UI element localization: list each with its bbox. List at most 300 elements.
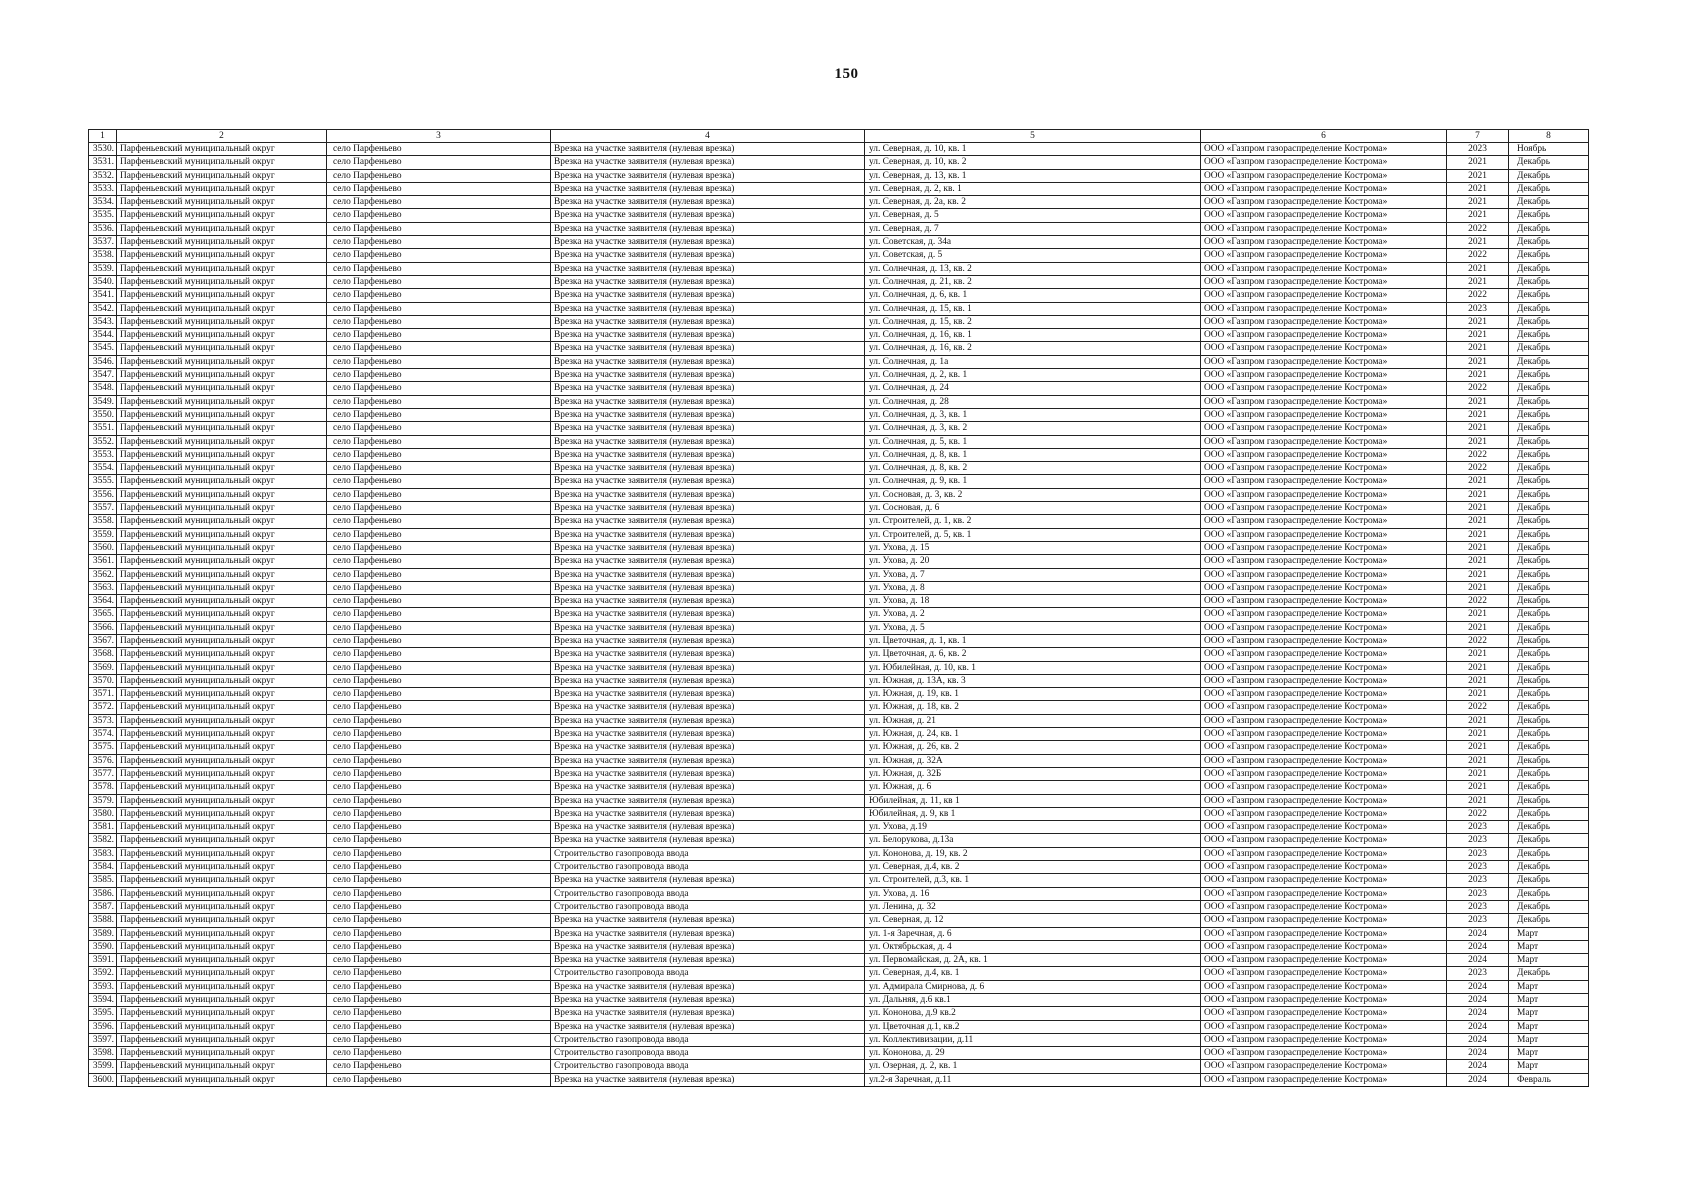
district-cell: Парфеньевский муниципальный округ bbox=[117, 1007, 327, 1020]
table-row bbox=[89, 967, 1589, 980]
row-number: 3551. bbox=[89, 422, 117, 435]
district-cell: Парфеньевский муниципальный округ bbox=[117, 967, 327, 980]
district-cell: Парфеньевский муниципальный округ bbox=[117, 515, 327, 528]
row-number: 3570. bbox=[89, 674, 117, 687]
year-cell: 2021 bbox=[1447, 236, 1509, 249]
settlement-cell: село Парфеньево bbox=[327, 927, 551, 940]
work-type-cell: Врезка на участке заявителя (нулевая врезка) bbox=[551, 794, 865, 807]
work-type-cell: Врезка на участке заявителя (нулевая врезка) bbox=[551, 222, 865, 235]
settlement-cell: село Парфеньево bbox=[327, 422, 551, 435]
table-row bbox=[89, 568, 1589, 581]
organization-cell: ООО «Газпром газораспределение Кострома» bbox=[1201, 475, 1447, 488]
address-cell: ул. Дальняя, д.6 кв.1 bbox=[865, 994, 1201, 1007]
work-type-cell: Врезка на участке заявителя (нулевая врезка) bbox=[551, 302, 865, 315]
table-row bbox=[89, 847, 1589, 860]
work-type-cell: Врезка на участке заявителя (нулевая врезка) bbox=[551, 541, 865, 554]
organization-cell: ООО «Газпром газораспределение Кострома» bbox=[1201, 222, 1447, 235]
table-row bbox=[89, 262, 1589, 275]
district-cell: Парфеньевский муниципальный округ bbox=[117, 369, 327, 382]
settlement-cell: село Парфеньево bbox=[327, 674, 551, 687]
row-number: 3594. bbox=[89, 994, 117, 1007]
address-cell: ул. Южная, д. 6 bbox=[865, 781, 1201, 794]
row-number: 3534. bbox=[89, 196, 117, 209]
organization-cell: ООО «Газпром газораспределение Кострома» bbox=[1201, 275, 1447, 288]
table-row bbox=[89, 741, 1589, 754]
organization-cell: ООО «Газпром газораспределение Кострома» bbox=[1201, 408, 1447, 421]
address-cell: ул. Сосновая, д. 3, кв. 2 bbox=[865, 488, 1201, 501]
address-cell: ул. Солнечная, д. 3, кв. 2 bbox=[865, 422, 1201, 435]
settlement-cell: село Парфеньево bbox=[327, 767, 551, 780]
settlement-cell: село Парфеньево bbox=[327, 156, 551, 169]
row-number: 3547. bbox=[89, 369, 117, 382]
row-number: 3567. bbox=[89, 634, 117, 647]
month-cell: Декабрь bbox=[1509, 568, 1589, 581]
district-cell: Парфеньевский муниципальный округ bbox=[117, 196, 327, 209]
table-row bbox=[89, 448, 1589, 461]
table-row bbox=[89, 1060, 1589, 1073]
district-cell: Парфеньевский муниципальный округ bbox=[117, 728, 327, 741]
organization-cell: ООО «Газпром газораспределение Кострома» bbox=[1201, 954, 1447, 967]
year-cell: 2021 bbox=[1447, 515, 1509, 528]
organization-cell: ООО «Газпром газораспределение Кострома» bbox=[1201, 661, 1447, 674]
work-type-cell: Строительство газопровода ввода bbox=[551, 1060, 865, 1073]
row-number: 3558. bbox=[89, 515, 117, 528]
month-cell: Декабрь bbox=[1509, 555, 1589, 568]
row-number: 3583. bbox=[89, 847, 117, 860]
year-cell: 2022 bbox=[1447, 448, 1509, 461]
address-cell: ул. Северная, д. 2, кв. 1 bbox=[865, 182, 1201, 195]
table-row bbox=[89, 767, 1589, 780]
table-row bbox=[89, 462, 1589, 475]
district-cell: Парфеньевский муниципальный округ bbox=[117, 555, 327, 568]
organization-cell: ООО «Газпром газораспределение Кострома» bbox=[1201, 861, 1447, 874]
year-cell: 2023 bbox=[1447, 887, 1509, 900]
district-cell: Парфеньевский муниципальный округ bbox=[117, 874, 327, 887]
table-row bbox=[89, 329, 1589, 342]
table-row bbox=[89, 1020, 1589, 1033]
work-type-cell: Врезка на участке заявителя (нулевая врезка) bbox=[551, 156, 865, 169]
month-cell: Декабрь bbox=[1509, 169, 1589, 182]
settlement-cell: село Парфеньево bbox=[327, 182, 551, 195]
month-cell: Декабрь bbox=[1509, 408, 1589, 421]
settlement-cell: село Парфеньево bbox=[327, 595, 551, 608]
address-cell: Юбилейная, д. 11, кв 1 bbox=[865, 794, 1201, 807]
year-cell: 2021 bbox=[1447, 395, 1509, 408]
address-cell: ул. Южная, д. 18, кв. 2 bbox=[865, 701, 1201, 714]
work-type-cell: Врезка на участке заявителя (нулевая врезка) bbox=[551, 382, 865, 395]
row-number: 3557. bbox=[89, 502, 117, 515]
month-cell: Декабрь bbox=[1509, 488, 1589, 501]
month-cell: Декабрь bbox=[1509, 674, 1589, 687]
table-row bbox=[89, 914, 1589, 927]
work-type-cell: Врезка на участке заявителя (нулевая врезка) bbox=[551, 874, 865, 887]
row-number: 3569. bbox=[89, 661, 117, 674]
month-cell: Декабрь bbox=[1509, 794, 1589, 807]
year-cell: 2021 bbox=[1447, 502, 1509, 515]
organization-cell: ООО «Газпром газораспределение Кострома» bbox=[1201, 807, 1447, 820]
address-cell: ул. Солнечная, д. 6, кв. 1 bbox=[865, 289, 1201, 302]
row-number: 3580. bbox=[89, 807, 117, 820]
table-row bbox=[89, 382, 1589, 395]
district-cell: Парфеньевский муниципальный округ bbox=[117, 355, 327, 368]
year-cell: 2021 bbox=[1447, 488, 1509, 501]
work-type-cell: Врезка на участке заявителя (нулевая врезка) bbox=[551, 408, 865, 421]
work-type-cell: Врезка на участке заявителя (нулевая врезка) bbox=[551, 289, 865, 302]
settlement-cell: село Парфеньево bbox=[327, 834, 551, 847]
row-number: 3599. bbox=[89, 1060, 117, 1073]
settlement-cell: село Парфеньево bbox=[327, 262, 551, 275]
row-number: 3543. bbox=[89, 315, 117, 328]
row-number: 3574. bbox=[89, 728, 117, 741]
year-cell: 2022 bbox=[1447, 807, 1509, 820]
year-cell: 2021 bbox=[1447, 568, 1509, 581]
settlement-cell: село Парфеньево bbox=[327, 581, 551, 594]
month-cell: Март bbox=[1509, 1020, 1589, 1033]
work-type-cell: Врезка на участке заявителя (нулевая врезка) bbox=[551, 462, 865, 475]
district-cell: Парфеньевский муниципальный округ bbox=[117, 462, 327, 475]
district-cell: Парфеньевский муниципальный округ bbox=[117, 408, 327, 421]
organization-cell: ООО «Газпром газораспределение Кострома» bbox=[1201, 967, 1447, 980]
work-type-cell: Врезка на участке заявителя (нулевая врезка) bbox=[551, 369, 865, 382]
settlement-cell: село Парфеньево bbox=[327, 395, 551, 408]
row-number: 3555. bbox=[89, 475, 117, 488]
work-type-cell: Врезка на участке заявителя (нулевая врезка) bbox=[551, 209, 865, 222]
row-number: 3553. bbox=[89, 448, 117, 461]
work-type-cell: Врезка на участке заявителя (нулевая врезка) bbox=[551, 688, 865, 701]
table-row bbox=[89, 608, 1589, 621]
district-cell: Парфеньевский муниципальный округ bbox=[117, 994, 327, 1007]
year-cell: 2022 bbox=[1447, 462, 1509, 475]
organization-cell: ООО «Газпром газораспределение Кострома» bbox=[1201, 781, 1447, 794]
work-type-cell: Врезка на участке заявителя (нулевая врезка) bbox=[551, 568, 865, 581]
address-cell: ул. Солнечная, д. 16, кв. 2 bbox=[865, 342, 1201, 355]
district-cell: Парфеньевский муниципальный округ bbox=[117, 1073, 327, 1086]
district-cell: Парфеньевский муниципальный округ bbox=[117, 927, 327, 940]
settlement-cell: село Парфеньево bbox=[327, 528, 551, 541]
month-cell: Декабрь bbox=[1509, 196, 1589, 209]
address-cell: ул. 1-я Заречная, д. 6 bbox=[865, 927, 1201, 940]
organization-cell: ООО «Газпром газораспределение Кострома» bbox=[1201, 182, 1447, 195]
address-cell: ул. Северная, д. 13, кв. 1 bbox=[865, 169, 1201, 182]
address-cell: ул. Южная, д. 32А bbox=[865, 754, 1201, 767]
address-cell: ул. Ухова, д. 2 bbox=[865, 608, 1201, 621]
settlement-cell: село Парфеньево bbox=[327, 940, 551, 953]
work-type-cell: Врезка на участке заявителя (нулевая врезка) bbox=[551, 143, 865, 156]
row-number: 3572. bbox=[89, 701, 117, 714]
month-cell: Декабрь bbox=[1509, 914, 1589, 927]
table-row bbox=[89, 834, 1589, 847]
table-row bbox=[89, 900, 1589, 913]
table-row bbox=[89, 502, 1589, 515]
work-type-cell: Врезка на участке заявителя (нулевая врезка) bbox=[551, 821, 865, 834]
settlement-cell: село Парфеньево bbox=[327, 794, 551, 807]
year-cell: 2023 bbox=[1447, 861, 1509, 874]
organization-cell: ООО «Газпром газораспределение Кострома» bbox=[1201, 541, 1447, 554]
organization-cell: ООО «Газпром газораспределение Кострома» bbox=[1201, 555, 1447, 568]
year-cell: 2023 bbox=[1447, 847, 1509, 860]
district-cell: Парфеньевский муниципальный округ bbox=[117, 1020, 327, 1033]
settlement-cell: село Парфеньево bbox=[327, 342, 551, 355]
row-number: 3595. bbox=[89, 1007, 117, 1020]
settlement-cell: село Парфеньево bbox=[327, 196, 551, 209]
settlement-cell: село Парфеньево bbox=[327, 1033, 551, 1046]
year-cell: 2023 bbox=[1447, 900, 1509, 913]
table-row bbox=[89, 621, 1589, 634]
settlement-cell: село Парфеньево bbox=[327, 302, 551, 315]
table-row bbox=[89, 355, 1589, 368]
work-type-cell: Врезка на участке заявителя (нулевая врезка) bbox=[551, 555, 865, 568]
settlement-cell: село Парфеньево bbox=[327, 634, 551, 647]
settlement-cell: село Парфеньево bbox=[327, 701, 551, 714]
year-cell: 2021 bbox=[1447, 581, 1509, 594]
year-cell: 2024 bbox=[1447, 1007, 1509, 1020]
year-cell: 2021 bbox=[1447, 169, 1509, 182]
year-cell: 2021 bbox=[1447, 209, 1509, 222]
work-type-cell: Врезка на участке заявителя (нулевая врезка) bbox=[551, 581, 865, 594]
year-cell: 2023 bbox=[1447, 143, 1509, 156]
column-header: 4 bbox=[551, 130, 865, 143]
month-cell: Декабрь bbox=[1509, 209, 1589, 222]
organization-cell: ООО «Газпром газораспределение Кострома» bbox=[1201, 143, 1447, 156]
month-cell: Декабрь bbox=[1509, 874, 1589, 887]
settlement-cell: село Парфеньево bbox=[327, 754, 551, 767]
district-cell: Парфеньевский муниципальный округ bbox=[117, 289, 327, 302]
district-cell: Парфеньевский муниципальный округ bbox=[117, 1060, 327, 1073]
row-number: 3573. bbox=[89, 714, 117, 727]
organization-cell: ООО «Газпром газораспределение Кострома» bbox=[1201, 568, 1447, 581]
district-cell: Парфеньевский муниципальный округ bbox=[117, 674, 327, 687]
table-row bbox=[89, 555, 1589, 568]
work-type-cell: Врезка на участке заявителя (нулевая врезка) bbox=[551, 355, 865, 368]
settlement-cell: село Парфеньево bbox=[327, 249, 551, 262]
settlement-cell: село Парфеньево bbox=[327, 887, 551, 900]
district-cell: Парфеньевский муниципальный округ bbox=[117, 741, 327, 754]
settlement-cell: село Парфеньево bbox=[327, 408, 551, 421]
work-type-cell: Врезка на участке заявителя (нулевая врезка) bbox=[551, 448, 865, 461]
work-type-cell: Врезка на участке заявителя (нулевая врезка) bbox=[551, 608, 865, 621]
organization-cell: ООО «Газпром газораспределение Кострома» bbox=[1201, 302, 1447, 315]
work-type-cell: Строительство газопровода ввода bbox=[551, 1047, 865, 1060]
organization-cell: ООО «Газпром газораспределение Кострома» bbox=[1201, 448, 1447, 461]
address-cell: ул. Ухова, д. 18 bbox=[865, 595, 1201, 608]
row-number: 3554. bbox=[89, 462, 117, 475]
district-cell: Парфеньевский муниципальный округ bbox=[117, 834, 327, 847]
year-cell: 2022 bbox=[1447, 289, 1509, 302]
table-row bbox=[89, 302, 1589, 315]
work-type-cell: Врезка на участке заявителя (нулевая врезка) bbox=[551, 422, 865, 435]
month-cell: Декабрь bbox=[1509, 648, 1589, 661]
work-type-cell: Врезка на участке заявителя (нулевая врезка) bbox=[551, 528, 865, 541]
month-cell: Декабрь bbox=[1509, 275, 1589, 288]
district-cell: Парфеньевский муниципальный округ bbox=[117, 222, 327, 235]
address-cell: ул. Северная, д. 10, кв. 2 bbox=[865, 156, 1201, 169]
work-type-cell: Врезка на участке заявителя (нулевая врезка) bbox=[551, 980, 865, 993]
address-cell: ул.2-я Заречная, д.11 bbox=[865, 1073, 1201, 1086]
month-cell: Март bbox=[1509, 994, 1589, 1007]
organization-cell: ООО «Газпром газораспределение Кострома» bbox=[1201, 315, 1447, 328]
settlement-cell: село Парфеньево bbox=[327, 967, 551, 980]
month-cell: Март bbox=[1509, 1033, 1589, 1046]
address-cell: ул. Солнечная, д. 9, кв. 1 bbox=[865, 475, 1201, 488]
district-cell: Парфеньевский муниципальный округ bbox=[117, 714, 327, 727]
organization-cell: ООО «Газпром газораспределение Кострома» bbox=[1201, 741, 1447, 754]
month-cell: Март bbox=[1509, 1060, 1589, 1073]
address-cell: ул. Северная, д.4, кв. 1 bbox=[865, 967, 1201, 980]
settlement-cell: село Парфеньево bbox=[327, 648, 551, 661]
work-type-cell: Врезка на участке заявителя (нулевая врезка) bbox=[551, 954, 865, 967]
settlement-cell: село Парфеньево bbox=[327, 861, 551, 874]
column-number-row bbox=[89, 130, 1589, 143]
settlement-cell: село Парфеньево bbox=[327, 502, 551, 515]
row-number: 3597. bbox=[89, 1033, 117, 1046]
settlement-cell: село Парфеньево bbox=[327, 728, 551, 741]
month-cell: Декабрь bbox=[1509, 222, 1589, 235]
district-cell: Парфеньевский муниципальный округ bbox=[117, 661, 327, 674]
district-cell: Парфеньевский муниципальный округ bbox=[117, 435, 327, 448]
year-cell: 2022 bbox=[1447, 701, 1509, 714]
work-type-cell: Врезка на участке заявителя (нулевая врезка) bbox=[551, 435, 865, 448]
month-cell: Декабрь bbox=[1509, 847, 1589, 860]
settlement-cell: село Парфеньево bbox=[327, 541, 551, 554]
address-cell: ул. Северная, д. 5 bbox=[865, 209, 1201, 222]
work-type-cell: Врезка на участке заявителя (нулевая врезка) bbox=[551, 236, 865, 249]
work-type-cell: Врезка на участке заявителя (нулевая врезка) bbox=[551, 728, 865, 741]
work-type-cell: Врезка на участке заявителя (нулевая врезка) bbox=[551, 262, 865, 275]
work-type-cell: Врезка на участке заявителя (нулевая врезка) bbox=[551, 741, 865, 754]
organization-cell: ООО «Газпром газораспределение Кострома» bbox=[1201, 1073, 1447, 1086]
organization-cell: ООО «Газпром газораспределение Кострома» bbox=[1201, 395, 1447, 408]
district-cell: Парфеньевский муниципальный округ bbox=[117, 395, 327, 408]
organization-cell: ООО «Газпром газораспределение Кострома» bbox=[1201, 1047, 1447, 1060]
district-cell: Парфеньевский муниципальный округ bbox=[117, 488, 327, 501]
month-cell: Декабрь bbox=[1509, 821, 1589, 834]
organization-cell: ООО «Газпром газораспределение Кострома» bbox=[1201, 900, 1447, 913]
work-type-cell: Врезка на участке заявителя (нулевая врезка) bbox=[551, 1073, 865, 1086]
settlement-cell: село Парфеньево bbox=[327, 488, 551, 501]
month-cell: Декабрь bbox=[1509, 355, 1589, 368]
year-cell: 2021 bbox=[1447, 608, 1509, 621]
year-cell: 2021 bbox=[1447, 661, 1509, 674]
work-type-cell: Врезка на участке заявителя (нулевая врезка) bbox=[551, 329, 865, 342]
settlement-cell: село Парфеньево bbox=[327, 369, 551, 382]
row-number: 3532. bbox=[89, 169, 117, 182]
table-row bbox=[89, 874, 1589, 887]
organization-cell: ООО «Газпром газораспределение Кострома» bbox=[1201, 940, 1447, 953]
district-cell: Парфеньевский муниципальный округ bbox=[117, 940, 327, 953]
settlement-cell: село Парфеньево bbox=[327, 462, 551, 475]
organization-cell: ООО «Газпром газораспределение Кострома» bbox=[1201, 342, 1447, 355]
year-cell: 2021 bbox=[1447, 355, 1509, 368]
month-cell: Декабрь bbox=[1509, 435, 1589, 448]
district-cell: Парфеньевский муниципальный округ bbox=[117, 143, 327, 156]
row-number: 3530. bbox=[89, 143, 117, 156]
organization-cell: ООО «Газпром газораспределение Кострома» bbox=[1201, 262, 1447, 275]
work-type-cell: Врезка на участке заявителя (нулевая врезка) bbox=[551, 927, 865, 940]
address-cell: ул. Солнечная, д. 1а bbox=[865, 355, 1201, 368]
year-cell: 2021 bbox=[1447, 475, 1509, 488]
address-cell: ул. Северная, д. 2а, кв. 2 bbox=[865, 196, 1201, 209]
settlement-cell: село Парфеньево bbox=[327, 555, 551, 568]
year-cell: 2021 bbox=[1447, 329, 1509, 342]
column-header: 5 bbox=[865, 130, 1201, 143]
settlement-cell: село Парфеньево bbox=[327, 714, 551, 727]
row-number: 3533. bbox=[89, 182, 117, 195]
district-cell: Парфеньевский муниципальный округ bbox=[117, 821, 327, 834]
year-cell: 2024 bbox=[1447, 994, 1509, 1007]
table-row bbox=[89, 728, 1589, 741]
year-cell: 2024 bbox=[1447, 1047, 1509, 1060]
work-type-cell: Врезка на участке заявителя (нулевая врезка) bbox=[551, 315, 865, 328]
month-cell: Декабрь bbox=[1509, 422, 1589, 435]
row-number: 3549. bbox=[89, 395, 117, 408]
year-cell: 2021 bbox=[1447, 688, 1509, 701]
row-number: 3596. bbox=[89, 1020, 117, 1033]
district-cell: Парфеньевский муниципальный округ bbox=[117, 595, 327, 608]
district-cell: Парфеньевский муниципальный округ bbox=[117, 914, 327, 927]
settlement-cell: село Парфеньево bbox=[327, 275, 551, 288]
table-row bbox=[89, 1073, 1589, 1086]
year-cell: 2024 bbox=[1447, 940, 1509, 953]
address-cell: ул. Солнечная, д. 8, кв. 2 bbox=[865, 462, 1201, 475]
settlement-cell: село Парфеньево bbox=[327, 448, 551, 461]
row-number: 3593. bbox=[89, 980, 117, 993]
work-type-cell: Врезка на участке заявителя (нулевая врезка) bbox=[551, 595, 865, 608]
gasification-register-table bbox=[88, 129, 1589, 1087]
settlement-cell: село Парфеньево bbox=[327, 289, 551, 302]
district-cell: Парфеньевский муниципальный округ bbox=[117, 541, 327, 554]
month-cell: Декабрь bbox=[1509, 621, 1589, 634]
table-row bbox=[89, 794, 1589, 807]
table-row bbox=[89, 581, 1589, 594]
month-cell: Декабрь bbox=[1509, 967, 1589, 980]
row-number: 3588. bbox=[89, 914, 117, 927]
address-cell: ул. Южная, д. 32Б bbox=[865, 767, 1201, 780]
table-row bbox=[89, 821, 1589, 834]
district-cell: Парфеньевский муниципальный округ bbox=[117, 182, 327, 195]
organization-cell: ООО «Газпром газораспределение Кострома» bbox=[1201, 994, 1447, 1007]
month-cell: Март bbox=[1509, 954, 1589, 967]
year-cell: 2021 bbox=[1447, 754, 1509, 767]
settlement-cell: село Парфеньево bbox=[327, 209, 551, 222]
row-number: 3582. bbox=[89, 834, 117, 847]
address-cell: ул. Солнечная, д. 3, кв. 1 bbox=[865, 408, 1201, 421]
year-cell: 2021 bbox=[1447, 674, 1509, 687]
table-row bbox=[89, 541, 1589, 554]
row-number: 3575. bbox=[89, 741, 117, 754]
work-type-cell: Врезка на участке заявителя (нулевая врезка) bbox=[551, 1007, 865, 1020]
column-header: 6 bbox=[1201, 130, 1447, 143]
year-cell: 2023 bbox=[1447, 834, 1509, 847]
settlement-cell: село Парфеньево bbox=[327, 382, 551, 395]
address-cell: ул. Белорукова, д.13а bbox=[865, 834, 1201, 847]
settlement-cell: село Парфеньево bbox=[327, 1060, 551, 1073]
month-cell: Декабрь bbox=[1509, 182, 1589, 195]
month-cell: Декабрь bbox=[1509, 515, 1589, 528]
column-header: 3 bbox=[327, 130, 551, 143]
settlement-cell: село Парфеньево bbox=[327, 980, 551, 993]
row-number: 3552. bbox=[89, 435, 117, 448]
row-number: 3546. bbox=[89, 355, 117, 368]
year-cell: 2021 bbox=[1447, 408, 1509, 421]
month-cell: Декабрь bbox=[1509, 528, 1589, 541]
address-cell: ул. Цветочная д.1, кв.2 bbox=[865, 1020, 1201, 1033]
address-cell: ул. Цветочная, д. 1, кв. 1 bbox=[865, 634, 1201, 647]
work-type-cell: Врезка на участке заявителя (нулевая врезка) bbox=[551, 940, 865, 953]
table-row bbox=[89, 236, 1589, 249]
year-cell: 2024 bbox=[1447, 927, 1509, 940]
address-cell: ул. Советская, д. 5 bbox=[865, 249, 1201, 262]
organization-cell: ООО «Газпром газораспределение Кострома» bbox=[1201, 608, 1447, 621]
